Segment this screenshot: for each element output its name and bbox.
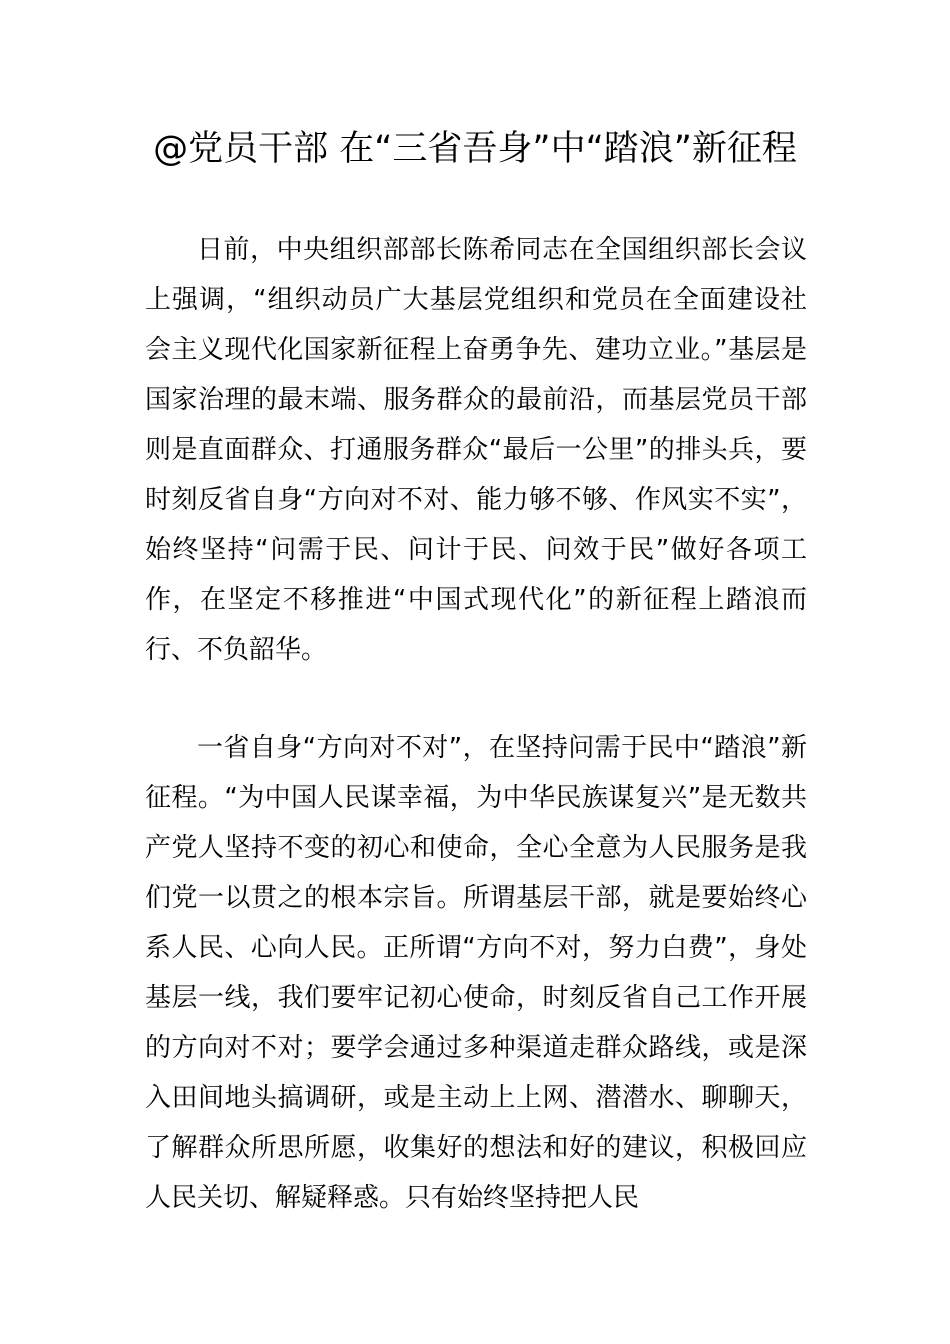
paragraph-direction: 一省自身“方向对不对”，在坚持问需于民中“踏浪”新征程。“为中国人民谋幸福，为中华民族谋复兴”是无数共产党人坚持不变的初心和使命，全心全意为人民服务是我们党一以贯之的根本宗旨。所谓基层干部，就是要始终心系人民、心向人民。正所谓“方向不对，努力白费”，身处基层一线，我们要牢记初心使命，时刻反省自己工作开展的方向对不对；要学会通过多种渠道走群众路线，或是深入田间地头搞调研，或是主动上上网、潜潜水、聊聊天，了解群众所思所愿，收集好的想法和好的建议，积极回应人民关切、解疑释惑。只有始终坚持把人民 xyxy=(145,733,807,1213)
paragraph-intro: 日前，中央组织部部长陈希同志在全国组织部长会议上强调，“组织动员广大基层党组织和党员在全面建设社会主义现代化国家新征程上奋勇争先、建功立业。”基层是国家治理的最末端、服务群众的最前沿，而基层党员干部则是直面群众、打通服务群众“最后一公里”的排头兵，要时刻反省自身“方向对不对、能力够不够、作风实不实”，始终坚持“问需于民、问计于民、问效于民”做好各项工作，在坚定不移推进“中国式现代化”的新征程上踏浪而行、不负韶华。 xyxy=(145,235,807,665)
document-title: @党员干部 在“三省吾身”中“踏浪”新征程 xyxy=(153,129,797,169)
